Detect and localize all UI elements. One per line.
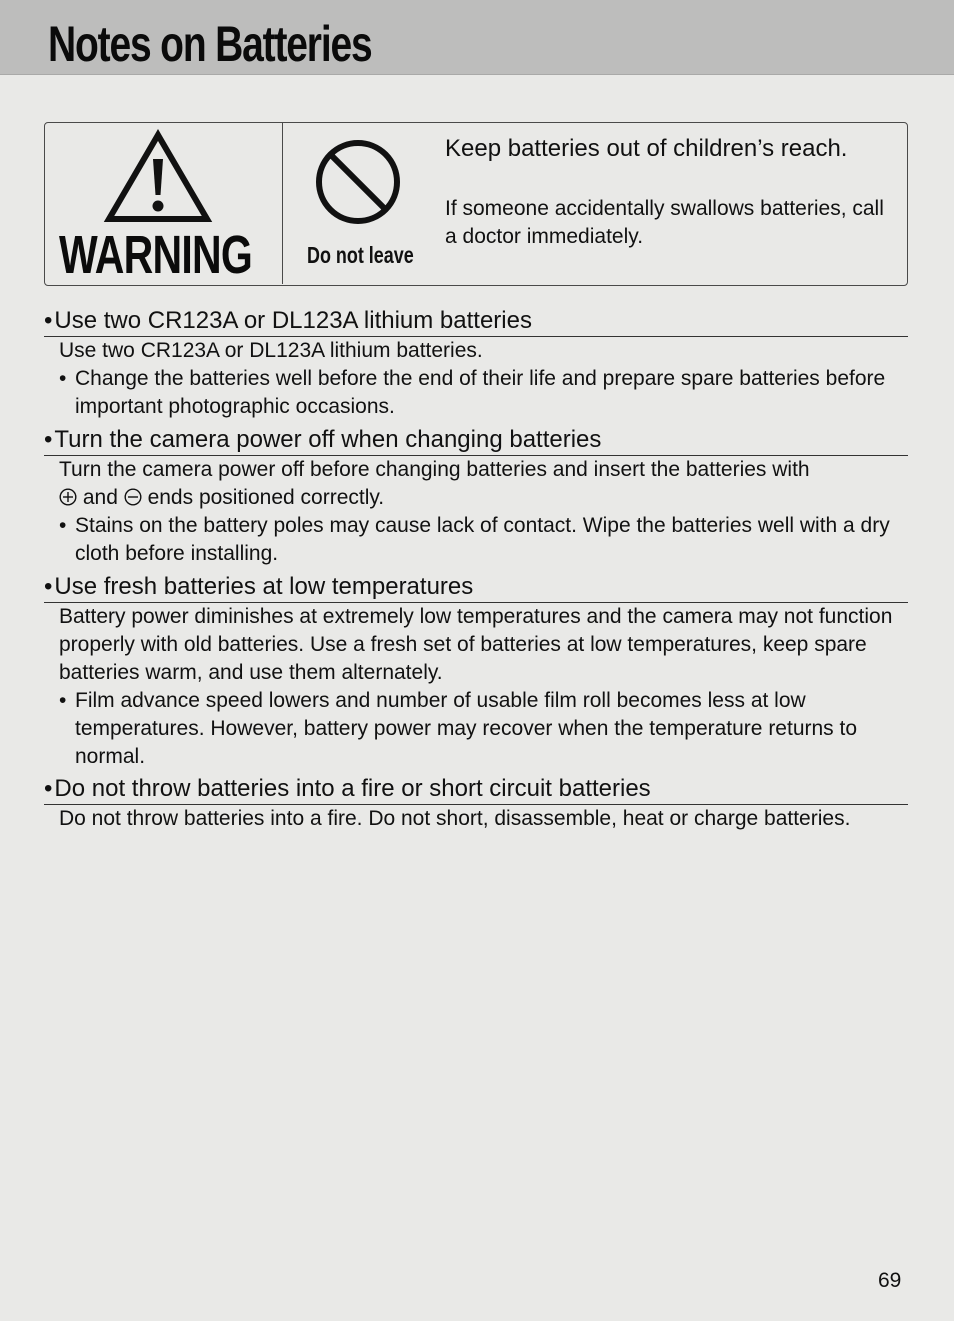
bullet-text: Change the batteries well before the end of their life and prepare spare batteries before important photographic occasions. <box>75 367 886 418</box>
section-body: Battery power diminishes at extremely low temperatures and the camera may not function properly with old batteries. Use a fresh set of batteries at low temperatures, keep spare batteries warm, and use them alternately. <box>59 605 893 684</box>
bullet-item <box>44 687 908 771</box>
bullet-mark: • <box>59 689 67 712</box>
bullet-text: Film advance speed lowers and number of usable film roll becomes less at low temperatures. However, battery power may recover when the temperature returns to normal. <box>75 689 858 768</box>
section-body: Use two CR123A or DL123A lithium batteries. <box>59 339 483 362</box>
section-heading: •Turn the camera power off when changing batteries <box>44 425 908 456</box>
warning-cell <box>45 123 283 284</box>
warning-triangle-icon <box>103 129 213 225</box>
warning-label: WARNING <box>59 225 253 285</box>
prohibition-icon <box>313 137 403 227</box>
heading-bullet: • <box>44 775 53 802</box>
heading-bullet: • <box>44 426 53 453</box>
bullet-mark: • <box>59 367 67 390</box>
section-heading: •Use fresh batteries at low temperatures <box>44 572 908 603</box>
warning-text: If someone accidentally swallows batteries, call a doctor immediately. <box>445 197 884 248</box>
section-fire-short-circuit <box>44 774 908 833</box>
plus-circle-icon <box>59 488 77 506</box>
section-power-off <box>44 425 908 568</box>
bullet-item <box>44 365 908 421</box>
section-heading: •Use two CR123A or DL123A lithium batteries <box>44 306 908 337</box>
warning-box <box>44 122 908 286</box>
prohibition-label: Do not leave <box>307 242 414 268</box>
heading-bullet: • <box>44 307 53 334</box>
heading-bullet: • <box>44 573 53 600</box>
header-band <box>0 0 954 75</box>
section-body: Turn the camera power off before changing batteries and insert the batteries with and ends positioned correctly. <box>59 458 810 509</box>
bullet-item <box>44 512 908 568</box>
bullet-text: Stains on the battery poles may cause lack of contact. Wipe the batteries well with a dry cloth before installing. <box>75 514 890 565</box>
section-heading: •Do not throw batteries into a fire or short circuit batteries <box>44 774 908 805</box>
page-number: 69 <box>878 1269 902 1292</box>
page-title: Notes on Batteries <box>48 16 372 72</box>
warning-heading: Keep batteries out of children’s reach. <box>445 135 848 162</box>
section-lithium-batteries <box>44 306 908 421</box>
section-low-temperatures <box>44 572 908 771</box>
minus-circle-icon <box>124 488 142 506</box>
section-body: Do not throw batteries into a fire. Do not short, disassemble, heat or charge batteries. <box>59 807 851 830</box>
bullet-mark: • <box>59 514 67 537</box>
